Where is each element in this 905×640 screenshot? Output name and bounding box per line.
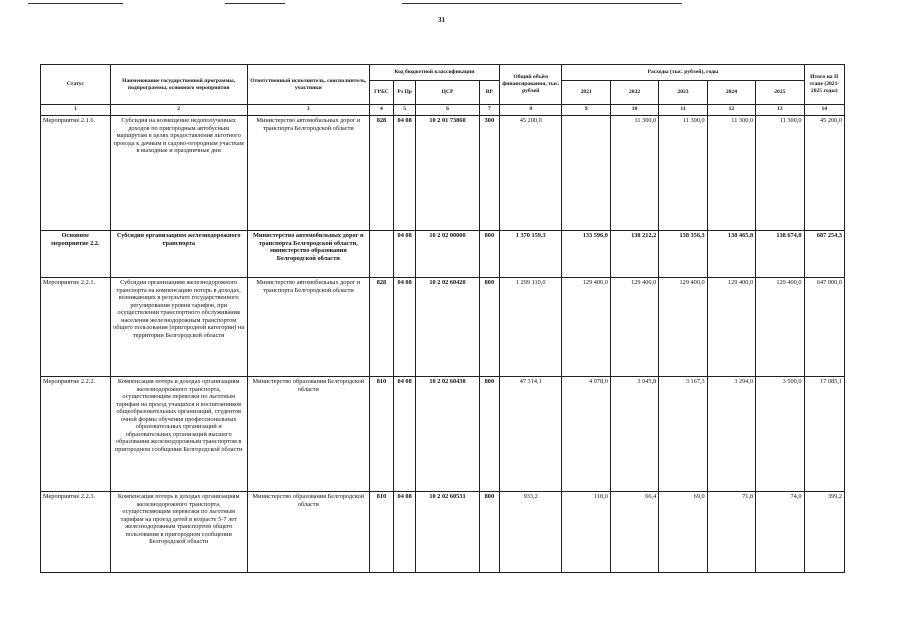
cell-total: 45 200,0: [499, 116, 562, 231]
cell-grbs: 810: [369, 377, 393, 492]
header-executor: Ответственный исполнитель, соисполнитель, участники: [247, 65, 369, 105]
table-row: [41, 231, 845, 278]
page-number: 31: [438, 16, 445, 24]
col-num: 11: [659, 105, 707, 116]
cell-name: Субсидия организациям железнодорожного транспорта на компенсацию потерь в доходах, возникающих в результате государственного регулирования уровня тарифов, при осуществлении транспортного обслуживания населения железнодорожным транспортом общего пользования (пригородной категории) на территории Белгородской области: [110, 278, 247, 377]
cell-vr: 800: [479, 278, 499, 377]
cell-executor: Министерство автомобильных дорог и транспорта Белгородской области: [247, 278, 369, 377]
col-num: 14: [804, 105, 844, 116]
cell-2022: 3 045,8: [610, 377, 658, 492]
cell-2022: 66,4: [610, 492, 658, 573]
col-num: 7: [479, 105, 499, 116]
cell-stage: 399,2: [804, 492, 844, 573]
cell-name: Компенсация потерь в доходах организациям железнодорожного транспорта, осуществляющим перевозки по льготным тарифам на проезд учащихся и воспитанников общеобразовательных организаций, студентов очной формы обучения профессиональных образовательных организаций и образовательных организаций высшего образования железнодорожным транспортом в пригородном сообщении Белгородской области: [110, 377, 247, 492]
col-num: 3: [247, 105, 369, 116]
cell-rzpr: 04 08: [394, 116, 416, 231]
header-year: 2024: [707, 81, 755, 105]
col-num: 12: [707, 105, 755, 116]
cell-csr: 10 2 02 60420: [416, 278, 480, 377]
cell-status: Мероприятие 2.2.2.: [41, 377, 111, 492]
header-vr: ВР: [479, 81, 499, 105]
cell-rzpr: 04 08: [394, 231, 416, 278]
cell-2024: 71,8: [707, 492, 755, 573]
cell-2022: 138 212,2: [610, 231, 658, 278]
cell-grbs: 828: [369, 278, 393, 377]
cell-2023: 129 400,0: [659, 278, 707, 377]
cell-2023: 3 167,3: [659, 377, 707, 492]
col-num: 9: [562, 105, 610, 116]
cell-2025: 74,0: [756, 492, 804, 573]
cell-2025: 138 674,0: [756, 231, 804, 278]
cell-2024: 11 300,0: [707, 116, 755, 231]
budget-table: [40, 64, 845, 573]
cell-status: Мероприятие 2.2.3.: [41, 492, 111, 573]
cell-name: Субсидия на возмещение недополученных доходов по пригородным автобусным маршрутам в целях предоставления льготного проезда к дачным и садово-огородным участкам в выходные и праздничные дни: [110, 116, 247, 231]
col-num: 10: [610, 105, 658, 116]
cell-2024: 138 465,8: [707, 231, 755, 278]
header-total-funding: Общий объём финансирования, тыс. рублей: [499, 65, 562, 105]
cell-2023: 138 356,3: [659, 231, 707, 278]
col-num: 4: [369, 105, 393, 116]
cell-executor: Министерство автомобильных дорог и транспорта Белгородской области: [247, 116, 369, 231]
cell-2022: 11 300,0: [610, 116, 658, 231]
cell-csr: 10 2 02 60531: [416, 492, 480, 573]
cell-name: Компенсация потерь в доходах организациям железнодорожного транспорта, осуществляющим перевозки по льготным тарифам на проезд детей в возрасте 5-7 лет железнодорожным транспортом общего пользования в пригородном сообщении Белгородской области: [110, 492, 247, 573]
cell-executor: Министерство образования Белгородской области: [247, 377, 369, 492]
cell-grbs: 810: [369, 492, 393, 573]
header-year: 2022: [610, 81, 658, 105]
cell-status: Мероприятие 2.2.1.: [41, 278, 111, 377]
header-year: 2025: [756, 81, 804, 105]
cell-status: Основное мероприятие 2.2.: [41, 231, 111, 278]
header-year: 2023: [659, 81, 707, 105]
cell-2024: 3 294,0: [707, 377, 755, 492]
cell-2021: [562, 116, 610, 231]
cell-executor: Министерство автомобильных дорог и транспорта Белгородской области, министерство образования Белгородской области: [247, 231, 369, 278]
cell-csr: 10 2 01 73860: [416, 116, 480, 231]
column-number-row: [41, 105, 845, 116]
cell-2022: 129 400,0: [610, 278, 658, 377]
header-year: 2021: [562, 81, 610, 105]
table-row: [41, 116, 845, 231]
top-rule-right: [402, 3, 682, 4]
col-num: 6: [416, 105, 480, 116]
cell-rzpr: 04 08: [394, 278, 416, 377]
cell-total: 1 370 159,3: [499, 231, 562, 278]
cell-vr: 300: [479, 116, 499, 231]
cell-grbs: [369, 231, 393, 278]
cell-name: Субсидия организациям железнодорожного транспорта: [110, 231, 247, 278]
table-row: [41, 377, 845, 492]
cell-stage: 45 200,0: [804, 116, 844, 231]
cell-stage: 647 000,0: [804, 278, 844, 377]
col-num: 1: [41, 105, 111, 116]
cell-total: 47 314,1: [499, 377, 562, 492]
cell-2023: 11 300,0: [659, 116, 707, 231]
header-expenses: Расходы (тыс. рублей), годы: [562, 65, 804, 81]
top-rule-mid: [225, 3, 285, 4]
header-grbs: ГРБС: [369, 81, 393, 105]
cell-status: Мероприятие 2.1.6.: [41, 116, 111, 231]
cell-grbs: 828: [369, 116, 393, 231]
cell-executor: Министерство образования Белгородской области: [247, 492, 369, 573]
cell-2023: 69,0: [659, 492, 707, 573]
cell-2025: 129 400,0: [756, 278, 804, 377]
cell-stage: 17 085,1: [804, 377, 844, 492]
table-row: [41, 492, 845, 573]
cell-rzpr: 04 08: [394, 377, 416, 492]
cell-2021: 4 078,0: [562, 377, 610, 492]
cell-csr: 10 2 02 00000: [416, 231, 480, 278]
top-rule-left: [28, 3, 123, 4]
header-rzpr: Рз Пр: [394, 81, 416, 105]
cell-csr: 10 2 02 60430: [416, 377, 480, 492]
header-csr: ЦСР: [416, 81, 480, 105]
cell-rzpr: 04 08: [394, 492, 416, 573]
col-num: 2: [110, 105, 247, 116]
cell-2025: 3 500,0: [756, 377, 804, 492]
col-num: 8: [499, 105, 562, 116]
header-status: Статус: [41, 65, 111, 105]
col-num: 13: [756, 105, 804, 116]
col-num: 5: [394, 105, 416, 116]
cell-2025: 11 300,0: [756, 116, 804, 231]
cell-2021: 129 400,0: [562, 278, 610, 377]
cell-2021: 118,0: [562, 492, 610, 573]
header-budget-code: Код бюджетной классификации: [369, 65, 499, 81]
cell-total: 933,2: [499, 492, 562, 573]
table-row: [41, 278, 845, 377]
cell-vr: 800: [479, 492, 499, 573]
header-program-name: Наименование государственной программы, подпрограммы, основного мероприятия: [110, 65, 247, 105]
header-stage-total: Итого на II этапе (2021-2025 годы): [804, 65, 844, 105]
cell-vr: 800: [479, 231, 499, 278]
cell-2024: 129 400,0: [707, 278, 755, 377]
cell-2021: 133 596,0: [562, 231, 610, 278]
cell-stage: 687 254,3: [804, 231, 844, 278]
cell-vr: 800: [479, 377, 499, 492]
cell-total: 1 299 110,0: [499, 278, 562, 377]
